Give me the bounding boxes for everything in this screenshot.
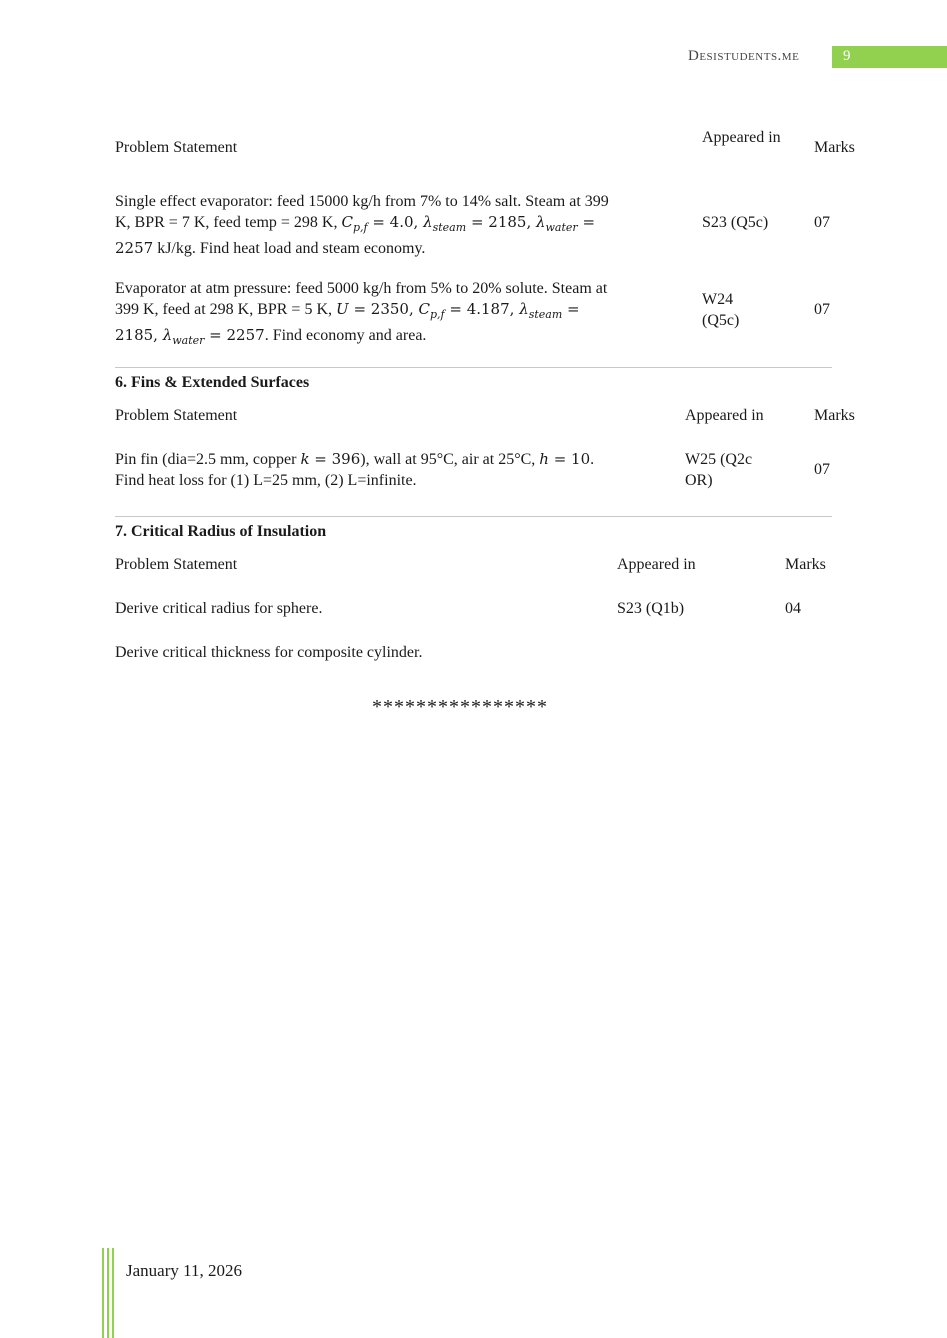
row2-value: 2185, <box>115 326 163 344</box>
row2-text: 399 K, feed at 298 K, BPR = 5 K, <box>115 301 337 318</box>
table5-row2-marks: 07 <box>814 301 830 318</box>
table5-row2-appeared: W24 (Q5c) <box>702 291 740 329</box>
row1-value: = 2185, <box>466 213 536 231</box>
math-lambda-water: $\lambda_{water}$ <box>536 213 578 234</box>
row1-text: kJ/kg. Find heat load and steam economy. <box>153 240 426 257</box>
end-marker: **************** <box>372 696 548 718</box>
row1-line3 <box>115 238 675 259</box>
section6-row1-marks: 07 <box>814 461 830 478</box>
math-k: k <box>300 450 310 468</box>
section7-col-appeared: Appeared in <box>617 556 696 573</box>
row1-value: = <box>577 213 596 231</box>
table5-col-appeared: Appeared in <box>702 129 781 146</box>
row1-value: 2257 <box>115 239 154 257</box>
table5-row1-marks: 07 <box>814 214 830 231</box>
section6-row1-problem <box>115 449 675 491</box>
table5-row2-problem <box>115 278 675 351</box>
row2-line1: Evaporator at atm pressure: feed 5000 kg/h from 5% to 20% solute. Steam at <box>115 280 608 297</box>
s6-value: = 10 <box>548 450 591 468</box>
section7-row1-problem: Derive critical radius for sphere. <box>115 600 323 617</box>
section7-col-marks: Marks <box>785 556 826 573</box>
row1-value: = 4.0, <box>367 213 424 231</box>
row1-line1: Single effect evaporator: feed 15000 kg/h from 7% to 14% salt. Steam at 399 <box>115 193 609 210</box>
table5-col-problem: Problem Statement <box>115 139 238 156</box>
row2-text: . Find economy and area. <box>264 327 427 344</box>
section6-col-problem: Problem Statement <box>115 407 238 424</box>
s6-row1-line2: Find heat loss for (1) L=25 mm, (2) L=infinite. <box>115 472 417 489</box>
section-divider <box>115 367 832 368</box>
row2-line3 <box>115 325 675 351</box>
section7-row2-problem: Derive critical thickness for composite cylinder. <box>115 644 423 661</box>
section7-row1-marks: 04 <box>785 600 801 617</box>
table5-row1-appeared: S23 (Q5c) <box>702 214 769 231</box>
math-u: U <box>336 300 349 318</box>
s6-text: ), wall at 95°C, air at 25°C, <box>360 451 540 468</box>
row1-line2 <box>115 212 675 238</box>
row2-line2 <box>115 299 675 325</box>
row1-text: K, BPR = 7 K, feed temp = 298 K, <box>115 214 342 231</box>
math-lambda-water: $\lambda_{water}$ <box>162 326 205 347</box>
row2-value: = 2257 <box>204 326 265 344</box>
section7-title: 7. Critical Radius of Insulation <box>115 523 327 540</box>
footer-accent-lines <box>102 1248 116 1338</box>
section7-row1-appeared: S23 (Q1b) <box>617 600 685 617</box>
table5-col-marks: Marks <box>814 139 855 156</box>
math-lambda-steam: $\lambda_{steam}$ <box>423 213 467 234</box>
math-cpf: $C_{p,f}$ <box>418 300 445 321</box>
math-lambda-steam: $\lambda_{steam}$ <box>519 300 563 321</box>
section7-col-problem: Problem Statement <box>115 556 238 573</box>
section6-row1-appeared: W25 (Q2c OR) <box>685 451 753 489</box>
s6-row1-line1 <box>115 449 675 470</box>
row2-value: = 4.187, <box>444 300 520 318</box>
site-name: Desistudents.me <box>688 48 800 64</box>
section6-col-appeared: Appeared in <box>685 407 764 424</box>
section6-title: 6. Fins & Extended Surfaces <box>115 374 310 391</box>
table5-row1-problem <box>115 191 675 259</box>
s6-value: = 396 <box>309 450 361 468</box>
math-h: h <box>539 450 549 468</box>
section6-col-marks: Marks <box>814 407 855 424</box>
page-number: 9 <box>843 48 851 64</box>
math-cpf: $C_{p,f}$ <box>341 213 368 234</box>
row2-value: = <box>562 300 580 318</box>
section-divider <box>115 516 832 517</box>
row2-value: = 2350, <box>348 300 419 318</box>
s6-text: . <box>590 451 595 468</box>
s6-text: Pin fin (dia=2.5 mm, copper <box>115 451 301 468</box>
footer-date: January 11, 2026 <box>126 1261 242 1280</box>
